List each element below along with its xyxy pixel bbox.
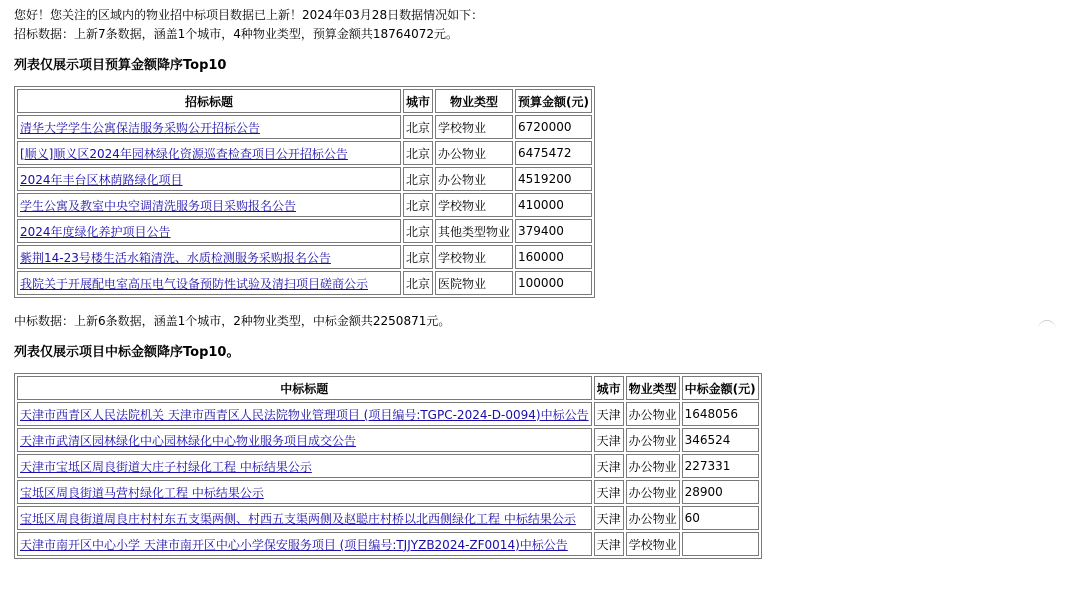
amount-cell: 379400	[515, 219, 592, 243]
type-cell: 办公物业	[435, 167, 513, 191]
amount-cell: 1648056	[682, 402, 759, 426]
intro-text: 您好！您关注的区域内的物业招中标项目数据已上新！2024年03月28日数据情况如下：	[14, 8, 484, 22]
city-cell: 北京	[403, 141, 433, 165]
type-cell: 学校物业	[435, 193, 513, 217]
winning-table-header-row	[17, 376, 759, 400]
title-cell	[17, 245, 401, 269]
email-body	[14, 6, 762, 559]
city-cell: 北京	[403, 219, 433, 243]
win-title-link[interactable]: 天津市南开区中心小学 天津市南开区中心小学保安服务项目 (项目编号:TJJYZB2024-ZF0014)中标公告	[20, 537, 568, 552]
amount-cell: 6475472	[515, 141, 592, 165]
title-cell	[17, 506, 592, 530]
type-cell: 学校物业	[626, 532, 680, 556]
winning-summary: 中标数据：上新6条数据，涵盖1个城市，2种物业类型，中标金额共2250871元。	[14, 314, 451, 328]
amount-cell: 160000	[515, 245, 592, 269]
type-cell: 办公物业	[435, 141, 513, 165]
win-title-link[interactable]: 宝坻区周良街道周良庄村村东五支渠两侧、村西五支渠两侧及赵聪庄村桥以北西侧绿化工程 中标结果公示	[20, 511, 576, 526]
amount-cell	[682, 532, 759, 556]
winning-table	[14, 373, 762, 559]
winning-list-header: 列表仅展示项目中标金额降序Top10。	[14, 345, 240, 360]
col-win-amount: 中标金额(元)	[682, 376, 759, 400]
table-row	[17, 167, 592, 191]
col-city: 城市	[594, 376, 624, 400]
bidding-list-header: 列表仅展示项目预算金额降序Top10	[14, 58, 227, 73]
table-row	[17, 245, 592, 269]
city-cell: 北京	[403, 167, 433, 191]
table-row	[17, 115, 592, 139]
amount-cell: 100000	[515, 271, 592, 295]
title-cell	[17, 115, 401, 139]
bid-title-link[interactable]: 我院关于开展配电室高压电气设备预防性试验及清扫项目磋商公示	[20, 276, 369, 291]
city-cell: 天津	[594, 506, 624, 530]
title-cell	[17, 193, 401, 217]
city-cell: 天津	[594, 428, 624, 452]
amount-cell: 28900	[682, 480, 759, 504]
bid-title-link[interactable]: 清华大学学生公寓保洁服务采购公开招标公告	[20, 120, 261, 135]
col-bid-title: 招标标题	[17, 89, 401, 113]
bid-title-link[interactable]: 学生公寓及教室中央空调清洗服务项目采购报名公告	[20, 198, 297, 213]
table-row	[17, 532, 759, 556]
title-cell	[17, 271, 401, 295]
amount-cell: 60	[682, 506, 759, 530]
title-cell	[17, 141, 401, 165]
type-cell: 学校物业	[435, 115, 513, 139]
city-cell: 北京	[403, 193, 433, 217]
title-cell	[17, 428, 592, 452]
amount-cell: 227331	[682, 454, 759, 478]
amount-cell: 6720000	[515, 115, 592, 139]
title-cell	[17, 532, 592, 556]
table-row	[17, 428, 759, 452]
type-cell: 办公物业	[626, 506, 680, 530]
amount-cell: 410000	[515, 193, 592, 217]
title-cell	[17, 167, 401, 191]
win-title-link[interactable]: 宝坻区周良街道马营村绿化工程 中标结果公示	[20, 485, 264, 500]
bidding-summary: 招标数据：上新7条数据，涵盖1个城市，4种物业类型，预算金额共18764072元。	[14, 27, 458, 41]
bidding-table	[14, 86, 595, 298]
win-title-link[interactable]: 天津市武清区园林绿化中心园林绿化中心物业服务项目成交公告	[20, 433, 357, 448]
scroll-hint-decoration	[1038, 320, 1056, 329]
col-property-type: 物业类型	[626, 376, 680, 400]
city-cell: 天津	[594, 402, 624, 426]
type-cell: 其他类型物业	[435, 219, 513, 243]
table-row	[17, 271, 592, 295]
city-cell: 天津	[594, 532, 624, 556]
table-row	[17, 193, 592, 217]
title-cell	[17, 480, 592, 504]
type-cell: 办公物业	[626, 480, 680, 504]
title-cell	[17, 454, 592, 478]
type-cell: 医院物业	[435, 271, 513, 295]
table-row	[17, 219, 592, 243]
type-cell: 办公物业	[626, 402, 680, 426]
title-cell	[17, 402, 592, 426]
col-city: 城市	[403, 89, 433, 113]
table-row	[17, 506, 759, 530]
city-cell: 北京	[403, 271, 433, 295]
win-title-link[interactable]: 天津市宝坻区周良街道大庄子村绿化工程 中标结果公示	[20, 459, 312, 474]
table-row	[17, 454, 759, 478]
amount-cell: 4519200	[515, 167, 592, 191]
city-cell: 天津	[594, 454, 624, 478]
city-cell: 北京	[403, 245, 433, 269]
col-property-type: 物业类型	[435, 89, 513, 113]
bidding-table-header-row	[17, 89, 592, 113]
city-cell: 北京	[403, 115, 433, 139]
table-row	[17, 141, 592, 165]
city-cell: 天津	[594, 480, 624, 504]
title-cell	[17, 219, 401, 243]
type-cell: 学校物业	[435, 245, 513, 269]
type-cell: 办公物业	[626, 454, 680, 478]
table-row	[17, 480, 759, 504]
win-title-link[interactable]: 天津市西青区人民法院机关 天津市西青区人民法院物业管理项目 (项目编号:TGPC-2024-D-0094)中标公告	[20, 407, 589, 422]
amount-cell: 346524	[682, 428, 759, 452]
type-cell: 办公物业	[626, 428, 680, 452]
col-budget-amount: 预算金额(元)	[515, 89, 592, 113]
col-win-title: 中标标题	[17, 376, 592, 400]
bid-title-link[interactable]: 2024年丰台区林荫路绿化项目	[20, 172, 183, 187]
table-row	[17, 402, 759, 426]
bid-title-link[interactable]: [顺义]顺义区2024年园林绿化资源巡查检查项目公开招标公告	[20, 146, 348, 161]
bid-title-link[interactable]: 2024年度绿化养护项目公告	[20, 224, 171, 239]
bid-title-link[interactable]: 紫荆14-23号楼生活水箱清洗、水质检测服务采购报名公告	[20, 250, 331, 265]
